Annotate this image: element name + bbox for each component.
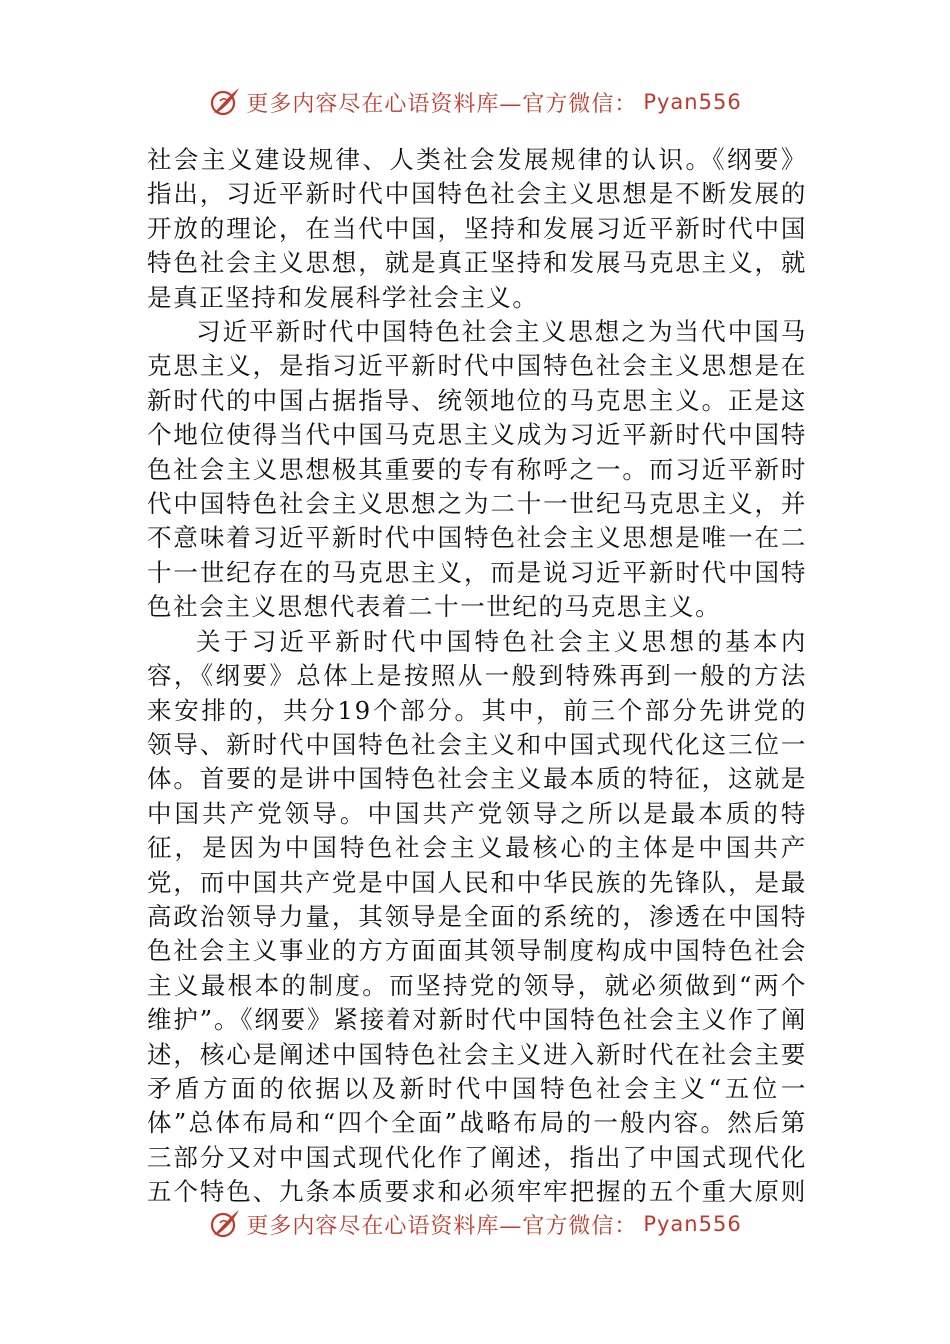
paragraph: 社会主义建设规律、人类社会发展规律的认识。《纲要》指出，习近平新时代中国特色社会主义思想是不断发展的开放的理论，在当代中国，坚持和发展习近平新时代中国特色社会主义思想，就是真正坚持和发展马克思主义，就是真正坚持和发展科学社会主义。 (147, 145, 807, 312)
paragraph: 关于习近平新时代中国特色社会主义思想的基本内容，《纲要》总体上是按照从一般到特殊再到一般的方法来安排的，共分19个部分。其中，前三个部分先讲党的领导、新时代中国特色社会主义和中国式现代化这三位一体。首要的是讲中国特色社会主义最本质的特征，这就是中国共产党领导。中国共产党领导之所以是最本质的特征，是因为中国特色社会主义最核心的主体是中国共产党，而中国共产党是中国人民和中华民族的先锋队，是最高政治领导力量，其领导是全面的系统的，渗透在中国特色社会主义事业的方方面面其领导制度构成中国特色社会主义最根本的制度。而坚持党的领导，就必须做到“两个维护”。《纲要》紧接着对新时代中国特色社会主义作了阐述，核心是阐述中国特色社会主义进入新时代在社会主要矛盾方面的依据以及新时代中国特色社会主义“五位一体”总体布局和“四个全面”战略布局的一般内容。然后第三部分又对中国式现代化作了阐述，指出了中国式现代化五个特色、九条本质要求和必须牢牢把握的五个重大原则 (147, 626, 807, 1207)
paragraph: 习近平新时代中国特色社会主义思想之为当代中国马克思主义，是指习近平新时代中国特色社会主义思想是在新时代的中国占据指导、统领地位的马克思主义。正是这个地位使得当代中国马克思主义成为习近平新时代中国特色社会主义思想极其重要的专有称呼之一。而习近平新时代中国特色社会主义思想之为二十一世纪马克思主义，并不意味着习近平新时代中国特色社会主义思想是唯一在二十一世纪存在的马克思主义，而是说习近平新时代中国特色社会主义思想代表着二十一世纪的马克思主义。 (147, 317, 807, 622)
quill-logo-icon (208, 85, 242, 119)
footer-watermark-banner (0, 1204, 950, 1244)
banner-text: 更多内容尽在心语资料库—官方微信： (246, 1213, 638, 1239)
document-body (147, 143, 807, 1213)
header-watermark-banner (0, 82, 950, 122)
banner-wechat-id: Pyan556 (643, 1212, 742, 1236)
quill-logo-icon (208, 1207, 242, 1241)
banner-text: 更多内容尽在心语资料库—官方微信： (246, 91, 638, 117)
banner-wechat-id: Pyan556 (643, 90, 742, 114)
